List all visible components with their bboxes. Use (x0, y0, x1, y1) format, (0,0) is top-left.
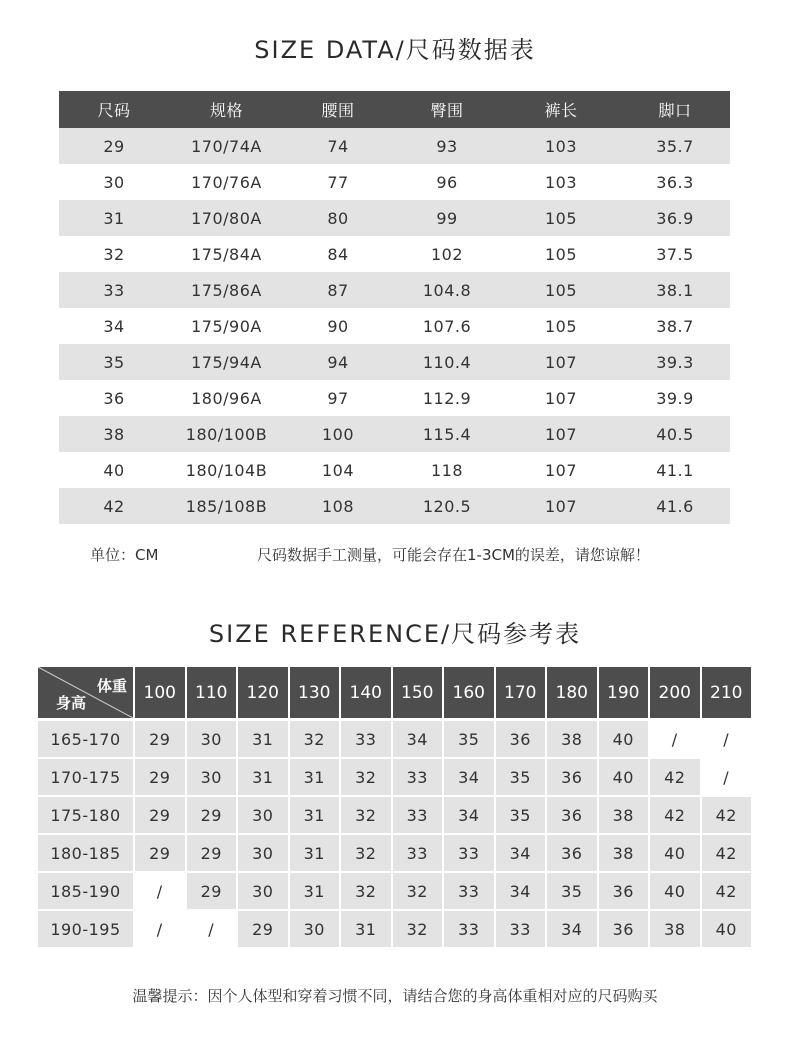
size-cell: 31 (290, 759, 340, 795)
size-cell: 34 (496, 835, 546, 871)
size-cell: 36 (599, 911, 649, 947)
table-cell: 40.5 (656, 424, 694, 444)
table-cell: 115.4 (422, 424, 472, 444)
table-cell: 102 (430, 244, 464, 264)
size-cell: 29 (135, 835, 185, 871)
table-cell: 30 (103, 172, 125, 192)
measurement-note: 尺码数据手工测量，可能会存在1-3CM的误差，请您谅解！ (257, 546, 650, 564)
size-cell: 30 (238, 873, 288, 909)
table-row (59, 236, 730, 272)
table-cell: 37.5 (656, 244, 694, 264)
size-cell: 38 (599, 797, 649, 833)
size-cell: 34 (547, 911, 597, 947)
table-cell: 31 (103, 208, 125, 228)
table-cell: 185/108B (185, 496, 268, 516)
column-header: 腰围 (321, 101, 355, 120)
height-range-header: 185-190 (38, 873, 133, 909)
size-cell: 38 (650, 911, 700, 947)
table-cell: 99 (436, 208, 458, 228)
table-cell: 41.6 (656, 496, 694, 516)
height-range-header: 170-175 (38, 759, 133, 795)
table-row (38, 795, 754, 833)
table-cell: 36.9 (656, 208, 694, 228)
size-cell: 35 (444, 721, 494, 757)
table-row (38, 833, 754, 871)
size-cell: 40 (702, 911, 752, 947)
size-cell: 31 (290, 873, 340, 909)
size-reference-title: SIZE REFERENCE/尺码参考表 (208, 620, 582, 648)
size-cell: 33 (444, 873, 494, 909)
size-cell: 30 (290, 911, 340, 947)
table-cell: 170/80A (191, 208, 262, 228)
size-cell: / (702, 721, 752, 757)
size-cell: 33 (341, 721, 391, 757)
table-cell: 42 (103, 496, 125, 516)
weight-header: 210 (702, 667, 752, 718)
size-cell: / (650, 721, 700, 757)
weight-header: 180 (547, 667, 597, 718)
size-cell: 32 (341, 873, 391, 909)
size-cell: / (135, 873, 185, 909)
size-cell: 33 (496, 911, 546, 947)
table-cell: 170/76A (191, 172, 262, 192)
table-cell: 93 (436, 136, 458, 156)
table-cell: 107 (544, 388, 578, 408)
table-cell: 97 (327, 388, 349, 408)
size-cell: 31 (238, 721, 288, 757)
table-row (59, 308, 730, 344)
weight-header: 160 (444, 667, 494, 718)
table-cell: 180/100B (185, 424, 268, 444)
table-row (38, 719, 754, 757)
table-cell: 103 (544, 172, 578, 192)
size-cell: 34 (444, 797, 494, 833)
table-cell: 107.6 (422, 316, 472, 336)
size-cell: 36 (496, 721, 546, 757)
size-cell: 40 (650, 873, 700, 909)
table-cell: 77 (327, 172, 349, 192)
size-cell: 40 (650, 835, 700, 871)
table-cell: 103 (544, 136, 578, 156)
weight-header: 200 (650, 667, 700, 718)
table-cell: 107 (544, 496, 578, 516)
size-reference-body (38, 719, 754, 947)
table-cell: 38 (103, 424, 125, 444)
size-cell: 32 (290, 721, 340, 757)
table-cell: 36.3 (656, 172, 694, 192)
column-header: 规格 (209, 101, 243, 120)
table-cell: 87 (327, 280, 349, 300)
table-cell: 32 (103, 244, 125, 264)
reminder-tip: 温馨提示：因个人体型和穿着习惯不同，请结合您的身高体重相对应的尺码购买 (132, 987, 658, 1005)
size-cell: 33 (444, 911, 494, 947)
table-cell: 35.7 (656, 136, 694, 156)
table-cell: 36 (103, 388, 125, 408)
height-range-header: 180-185 (38, 835, 133, 871)
size-cell: 31 (238, 759, 288, 795)
table-row (59, 452, 730, 488)
size-data-header-row (59, 91, 730, 128)
table-cell: 105 (544, 244, 578, 264)
size-reference-table (38, 667, 754, 947)
table-cell: 33 (103, 280, 125, 300)
table-cell: 41.1 (656, 460, 694, 480)
size-data-table (59, 91, 730, 524)
table-cell: 107 (544, 460, 578, 480)
table-row (59, 128, 730, 164)
table-cell: 40 (103, 460, 125, 480)
size-cell: 35 (496, 759, 546, 795)
column-header: 臀围 (430, 101, 464, 120)
table-row (59, 380, 730, 416)
size-cell: 40 (599, 759, 649, 795)
table-cell: 104.8 (422, 280, 472, 300)
table-row (59, 488, 730, 524)
table-cell: 104 (321, 460, 355, 480)
table-cell: 108 (321, 496, 355, 516)
size-reference-header-row (38, 667, 754, 719)
weight-header: 130 (290, 667, 340, 718)
table-row (38, 757, 754, 795)
size-cell: 33 (393, 835, 443, 871)
unit-note: 单位：CM (90, 546, 159, 564)
size-cell: 31 (341, 911, 391, 947)
height-range-header: 165-170 (38, 721, 133, 757)
table-cell: 96 (436, 172, 458, 192)
size-cell: 34 (393, 721, 443, 757)
height-range-header: 175-180 (38, 797, 133, 833)
size-cell: 29 (135, 721, 185, 757)
table-cell: 39.3 (656, 352, 694, 372)
size-cell: 42 (650, 797, 700, 833)
table-cell: 29 (103, 136, 125, 156)
column-header: 脚口 (658, 101, 692, 120)
table-cell: 175/84A (191, 244, 262, 264)
size-cell: 38 (547, 721, 597, 757)
size-cell: 42 (702, 797, 752, 833)
size-cell: 29 (135, 759, 185, 795)
size-cell: 32 (341, 797, 391, 833)
size-cell: 29 (135, 797, 185, 833)
table-cell: 112.9 (422, 388, 472, 408)
size-cell: 40 (599, 721, 649, 757)
table-row (38, 909, 754, 947)
weight-header: 120 (238, 667, 288, 718)
weight-header: 190 (599, 667, 649, 718)
weight-header: 150 (393, 667, 443, 718)
size-cell: 31 (290, 835, 340, 871)
weight-header: 100 (135, 667, 185, 718)
size-cell: 30 (187, 759, 237, 795)
size-cell: 38 (599, 835, 649, 871)
size-cell: 32 (393, 911, 443, 947)
size-cell: 42 (702, 835, 752, 871)
size-cell: 29 (187, 835, 237, 871)
column-header: 裤长 (544, 101, 578, 120)
size-cell: 34 (496, 873, 546, 909)
size-cell: 30 (238, 835, 288, 871)
size-cell: 35 (496, 797, 546, 833)
weight-header: 110 (187, 667, 237, 718)
table-cell: 84 (327, 244, 349, 264)
corner-cell (38, 667, 133, 718)
size-cell: 30 (187, 721, 237, 757)
size-cell: 42 (650, 759, 700, 795)
table-cell: 100 (321, 424, 355, 444)
size-cell: 29 (187, 873, 237, 909)
size-data-title: SIZE DATA/尺码数据表 (254, 36, 536, 64)
table-cell: 35 (103, 352, 125, 372)
table-cell: 90 (327, 316, 349, 336)
table-cell: 107 (544, 424, 578, 444)
weight-header: 140 (341, 667, 391, 718)
size-cell: 36 (599, 873, 649, 909)
size-cell: 29 (187, 797, 237, 833)
height-axis-label: 身高 (56, 694, 87, 712)
table-cell: 74 (327, 136, 349, 156)
table-cell: 180/96A (191, 388, 262, 408)
size-cell: 33 (393, 759, 443, 795)
table-cell: 105 (544, 316, 578, 336)
table-cell: 38.1 (656, 280, 694, 300)
size-cell: 42 (702, 873, 752, 909)
table-cell: 38.7 (656, 316, 694, 336)
size-cell: 33 (444, 835, 494, 871)
table-cell: 105 (544, 208, 578, 228)
size-cell: 34 (444, 759, 494, 795)
size-cell: 36 (547, 759, 597, 795)
size-cell: / (187, 911, 237, 947)
table-cell: 175/86A (191, 280, 262, 300)
size-cell: / (135, 911, 185, 947)
table-row (59, 416, 730, 452)
table-cell: 120.5 (422, 496, 472, 516)
size-cell: / (702, 759, 752, 795)
table-cell: 170/74A (191, 136, 262, 156)
weight-axis-label: 体重 (96, 677, 127, 695)
size-cell: 33 (393, 797, 443, 833)
table-cell: 175/94A (191, 352, 262, 372)
table-cell: 118 (430, 460, 464, 480)
table-row (59, 272, 730, 308)
size-cell: 30 (238, 797, 288, 833)
column-header: 尺码 (97, 101, 131, 120)
size-cell: 36 (547, 835, 597, 871)
size-data-body (59, 128, 730, 524)
table-cell: 175/90A (191, 316, 262, 336)
size-cell: 35 (547, 873, 597, 909)
size-cell: 32 (341, 835, 391, 871)
table-cell: 105 (544, 280, 578, 300)
table-cell: 94 (327, 352, 349, 372)
table-cell: 180/104B (185, 460, 268, 480)
size-cell: 32 (393, 873, 443, 909)
size-cell: 29 (238, 911, 288, 947)
size-cell: 32 (341, 759, 391, 795)
weight-header: 170 (496, 667, 546, 718)
table-cell: 107 (544, 352, 578, 372)
table-row (59, 164, 730, 200)
table-cell: 34 (103, 316, 125, 336)
table-cell: 80 (327, 208, 349, 228)
height-range-header: 190-195 (38, 911, 133, 947)
size-cell: 36 (547, 797, 597, 833)
table-row (59, 200, 730, 236)
table-cell: 39.9 (656, 388, 694, 408)
size-cell: 31 (290, 797, 340, 833)
table-row (59, 344, 730, 380)
table-cell: 110.4 (422, 352, 472, 372)
table-row (38, 871, 754, 909)
